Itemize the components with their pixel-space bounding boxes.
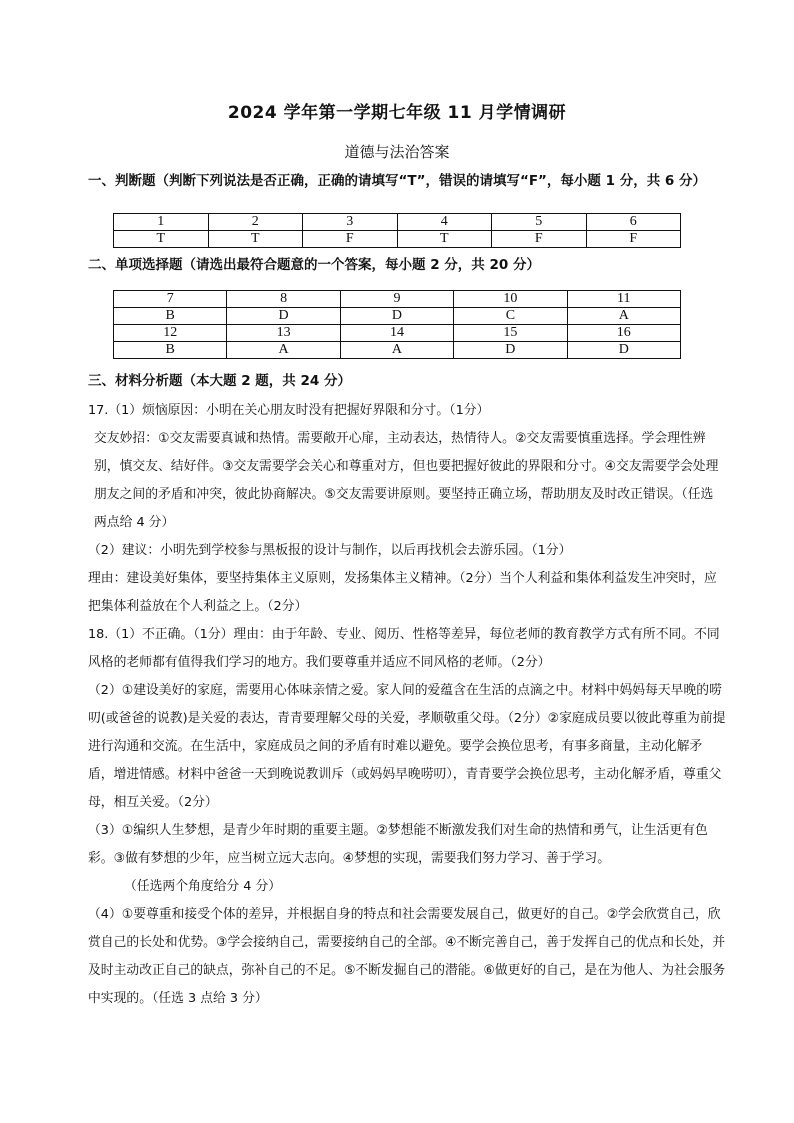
answer-paragraph: 17.（1）烦恼原因：小明在关心朋友时没有把握好界限和分寸。（1分） — [88, 403, 490, 418]
table-row — [114, 325, 681, 342]
question-number: 8 — [227, 291, 340, 308]
table-row — [114, 214, 681, 231]
question-number: 12 — [114, 325, 227, 342]
page-subtitle: 道德与法治答案 — [344, 143, 450, 161]
choice-answer-table — [113, 290, 681, 359]
judgment-answer-table — [113, 213, 681, 248]
question-number: 6 — [586, 214, 681, 231]
answer-cell: F — [586, 231, 681, 248]
answer-paragraph: 交友妙招：①交友需要真诚和热情。需要敞开心扉，主动表达，热情待人。②交友需要慎重选择。学会理性辨别，慎交友、结好伴。③交友需要学会关心和尊重对方，但也要把握好彼此的界限和分寸。④交友需要学会处理朋友之间的矛盾和冲突，彼此协商解决。⑤交友需要讲原则。要坚持正确立场，帮助朋友及时改正错误。（任选两点给 4 分） — [94, 431, 719, 530]
answer-cell: D — [567, 342, 680, 359]
answer-cell: C — [454, 308, 567, 325]
question-number: 16 — [567, 325, 680, 342]
question-number: 14 — [340, 325, 453, 342]
answer-paragraph: （2）建议：小明先到学校参与黑板报的设计与制作，以后再找机会去游乐园。（1分） — [88, 543, 572, 558]
answer-paragraph: 18.（1）不正确。（1分）理由：由于年龄、专业、阅历、性格等差异，每位老师的教育教学方式有所不同。不同风格的老师都有值得我们学习的地方。我们要尊重并适应不同风格的老师。（2分） — [88, 627, 720, 670]
answer-cell: B — [114, 342, 227, 359]
question-number: 5 — [492, 214, 587, 231]
question-number: 13 — [227, 325, 340, 342]
table-row — [114, 291, 681, 308]
answer-paragraph: 理由：建设美好集体，要坚持集体主义原则，发扬集体主义精神。（2分）当个人利益和集体利益发生冲突时，应把集体利益放在个人利益之上。（2分） — [88, 571, 717, 614]
question-number: 2 — [208, 214, 303, 231]
table-row — [114, 342, 681, 359]
question-number: 15 — [454, 325, 567, 342]
page-title: 2024 学年第一学期七年级 11 月学情调研 — [227, 103, 567, 123]
question-number: 3 — [303, 214, 398, 231]
answer-paragraph: （4）①要尊重和接受个体的差异，并根据自身的特点和社会需要发展自己，做更好的自己。②学会欣赏自己，欣赏自己的长处和优势。③学会接纳自己，需要接纳自己的全部。④不断完善自己，善于发挥自己的优点和长处，并及时主动改正自己的缺点，弥补自己的不足。⑤不断发掘自己的潜能。⑥做更好的自己，是在为他人、为社会服务中实现的。（任选 3 点给 3 分） — [88, 907, 726, 1006]
analysis-answers — [88, 397, 726, 1013]
table-row — [114, 308, 681, 325]
answer-cell: F — [492, 231, 587, 248]
answer-cell: A — [567, 308, 680, 325]
question-number: 10 — [454, 291, 567, 308]
answer-cell: T — [114, 231, 209, 248]
answer-cell: T — [397, 231, 492, 248]
question-number: 9 — [340, 291, 453, 308]
answer-cell: D — [340, 308, 453, 325]
answer-paragraph: （2）①建设美好的家庭，需要用心体味亲情之爱。家人间的爱蕴含在生活的点滴之中。材料中妈妈每天早晚的唠叨(或爸爸的说教)是关爱的表达，青青要理解父母的关爱，孝顺敬重父母。（2分）②家庭成员要以彼此尊重为前提进行沟通和交流。在生活中，家庭成员之间的矛盾有时难以避免。要学会换位思考，有事多商量，主动化解矛盾，增进情感。材料中爸爸一天到晚说教训斥（或妈妈早晚唠叨），青青要学会换位思考，主动化解矛盾，尊重父母，相互关爱。（2分） — [88, 683, 726, 810]
question-number: 4 — [397, 214, 492, 231]
table-row — [114, 231, 681, 248]
answer-paragraph: （3）①编织人生梦想，是青少年时期的重要主题。②梦想能不断激发我们对生命的热情和勇气，让生活更有色彩。③做有梦想的少年，应当树立远大志向。④梦想的实现，需要我们努力学习、善于学习。 — [88, 823, 708, 866]
answer-cell: B — [114, 308, 227, 325]
answer-cell: A — [340, 342, 453, 359]
answer-cell: D — [227, 308, 340, 325]
answer-paragraph: （任选两个角度给分 4 分） — [124, 879, 282, 894]
question-number: 11 — [567, 291, 680, 308]
question-number: 1 — [114, 214, 209, 231]
section2-heading: 二、单项选择题（请选出最符合题意的一个答案，每小题 2 分，共 20 分） — [88, 257, 540, 273]
answer-cell: T — [208, 231, 303, 248]
answer-cell: F — [303, 231, 398, 248]
section1-heading: 一、判断题（判断下列说法是否正确，正确的请填写“T”，错误的请填写“F”，每小题 1 分，共 6 分） — [88, 173, 707, 189]
answer-cell: A — [227, 342, 340, 359]
section3-heading: 三、材料分析题（本大题 2 题，共 24 分） — [88, 373, 351, 389]
answer-cell: D — [454, 342, 567, 359]
question-number: 7 — [114, 291, 227, 308]
